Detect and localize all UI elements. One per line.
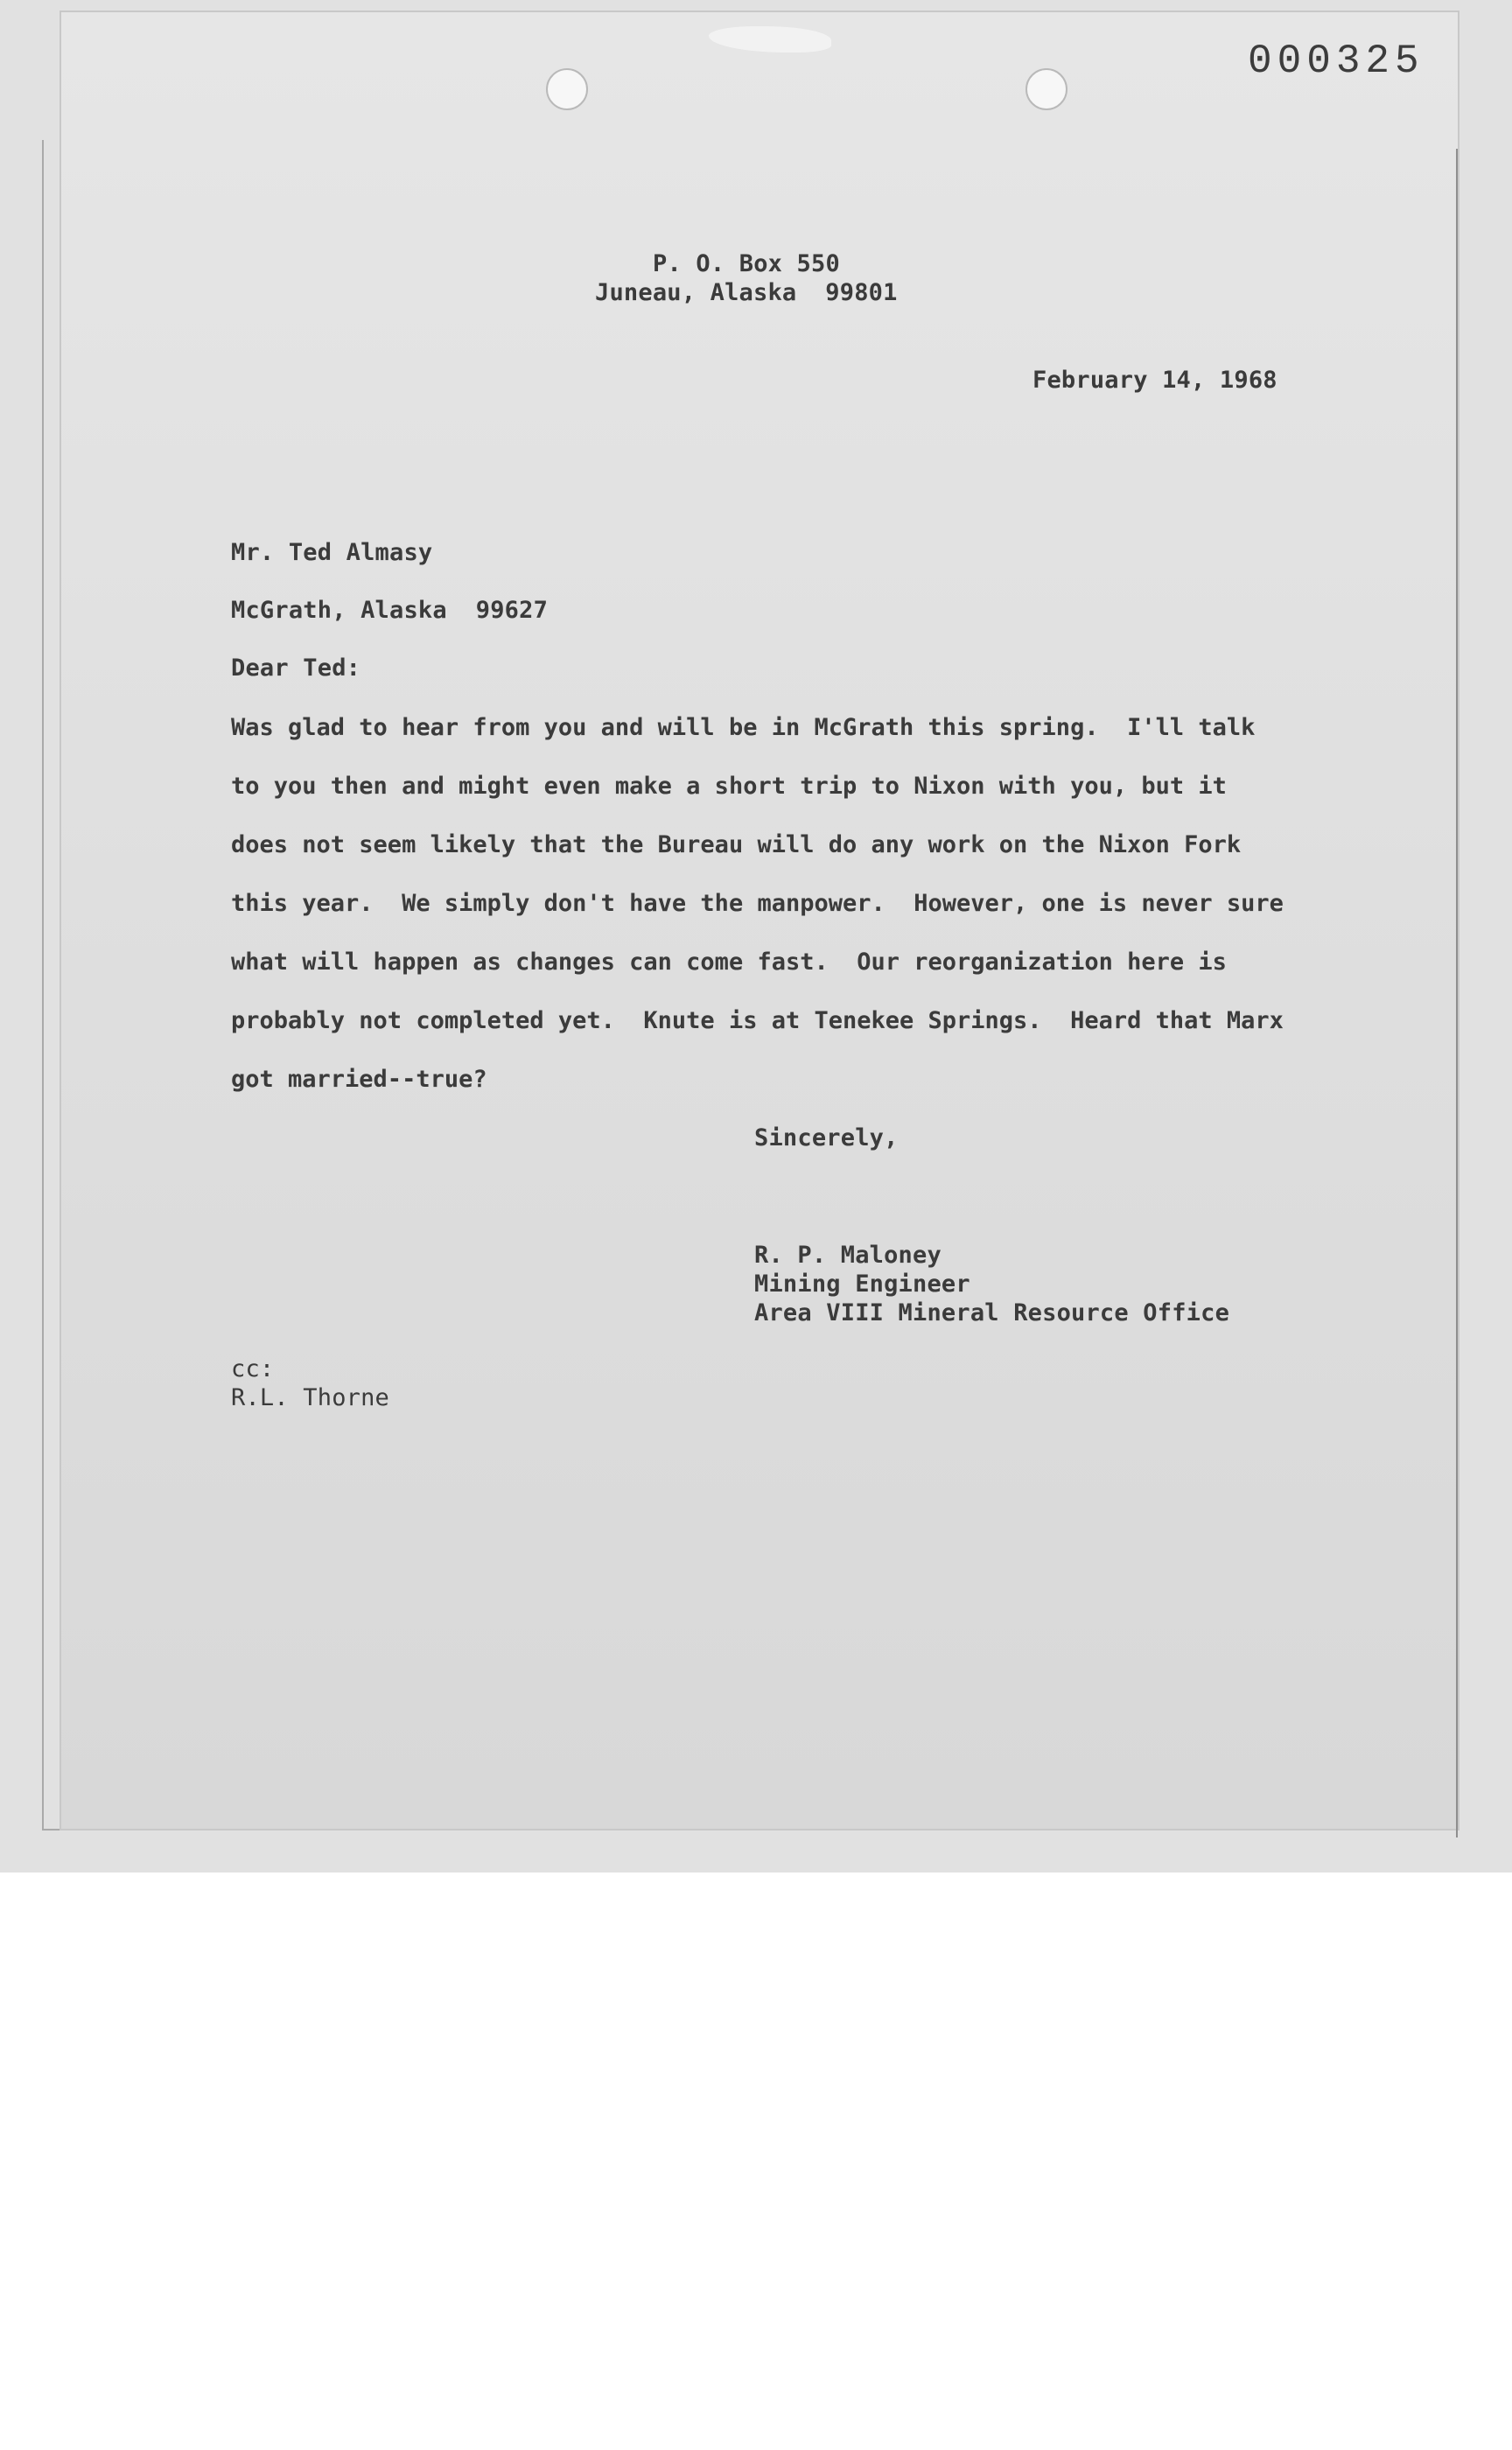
punch-hole-left: [546, 68, 588, 110]
closing: Sincerely,: [754, 1124, 899, 1152]
letterhead-line-2: Juneau, Alaska 99801: [595, 279, 898, 306]
body-line: to you then and might even make a short trip to Nixon with you, but it: [231, 773, 1227, 800]
body-line: what will happen as changes can come fast. Our reorganization here is: [231, 948, 1227, 976]
cc-label: cc:: [231, 1355, 275, 1382]
body-line: Was glad to hear from you and will be in McGrath this spring. I'll talk: [231, 714, 1256, 741]
body-line: this year. We simply don't have the manpower. However, one is never sure: [231, 890, 1284, 917]
letterhead-line-1: P. O. Box 550: [653, 250, 840, 277]
body-line: does not seem likely that the Bureau will do any work on the Nixon Fork: [231, 831, 1242, 858]
signer-name: R. P. Maloney: [754, 1242, 942, 1269]
recipient-name: Mr. Ted Almasy: [231, 539, 433, 566]
body-line: got married--true?: [231, 1066, 487, 1093]
cc-recipient: R.L. Thorne: [231, 1384, 390, 1411]
sheet-right-edge: [1456, 149, 1458, 1838]
punch-hole-right: [1026, 68, 1068, 110]
letter-date: February 14, 1968: [1032, 367, 1278, 394]
body-line: probably not completed yet. Knute is at Tenekee Springs. Heard that Marx: [231, 1007, 1284, 1034]
signer-office: Area VIII Mineral Resource Office: [754, 1299, 1230, 1326]
document-number: 000325: [1248, 38, 1424, 84]
signer-title: Mining Engineer: [754, 1270, 970, 1298]
salutation: Dear Ted:: [231, 654, 361, 682]
recipient-address: McGrath, Alaska 99627: [231, 597, 549, 624]
